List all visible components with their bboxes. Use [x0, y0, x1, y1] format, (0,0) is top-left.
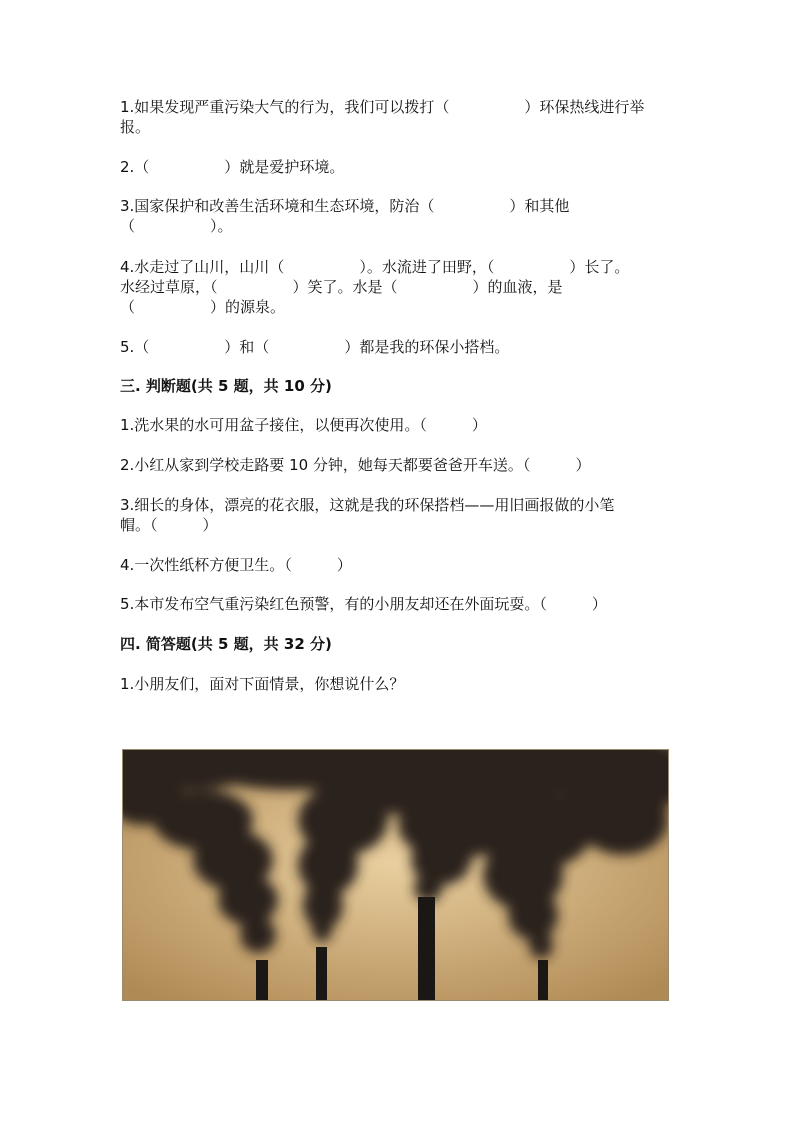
judge-q4: 4.一次性纸杯方便卫生。（ ）: [120, 556, 352, 574]
judge-q3-line1: 3.细长的身体，漂亮的花衣服，这就是我的环保搭档——用旧画报做的小笔: [120, 496, 615, 514]
judge-q3-line2: 帽。（ ）: [120, 516, 218, 534]
factory-smoke-illustration: [123, 750, 668, 1000]
judge-q5: 5.本市发布空气重污染红色预警，有的小朋友却还在外面玩耍。（ ）: [120, 595, 607, 613]
factory-smoke-photo: [122, 749, 669, 1001]
fill-q4-line2: 水经过草原，（ ）笑了。水是（ ）的血液，是: [120, 278, 563, 296]
judge-q1: 1.洗水果的水可用盆子接住，以便再次使用。（ ）: [120, 416, 487, 434]
fill-q5: 5.（ ）和（ ）都是我的环保小搭档。: [120, 338, 510, 356]
judge-section-heading: 三. 判断题(共 5 题，共 10 分): [120, 377, 332, 395]
fill-q3-line2: （ ）。: [120, 217, 233, 235]
fill-q1-line1: 1.如果发现严重污染大气的行为，我们可以拨打（ ）环保热线进行举: [120, 98, 645, 116]
fill-q1-line2: 报。: [120, 118, 151, 136]
chimney-2: [316, 947, 327, 1000]
fill-q3-line1: 3.国家保护和改善生活环境和生态环境，防治（ ）和其他: [120, 197, 570, 215]
chimney-4: [538, 960, 548, 1000]
fill-q4-line1: 4.水走过了山川，山川（ ）。水流进了田野，（ ）长了。: [120, 258, 630, 276]
short-answer-section-heading: 四. 简答题(共 5 题，共 32 分): [120, 635, 332, 653]
fill-q2: 2.（ ）就是爱护环境。: [120, 158, 345, 176]
judge-q2: 2.小红从家到学校走路要 10 分钟，她每天都要爸爸开车送。（ ）: [120, 456, 591, 474]
chimney-3: [418, 897, 435, 1000]
short-answer-q1: 1.小朋友们，面对下面情景，你想说什么？: [120, 675, 405, 693]
chimney-1: [256, 960, 268, 1000]
fill-q4-line3: （ ）的源泉。: [120, 298, 286, 316]
